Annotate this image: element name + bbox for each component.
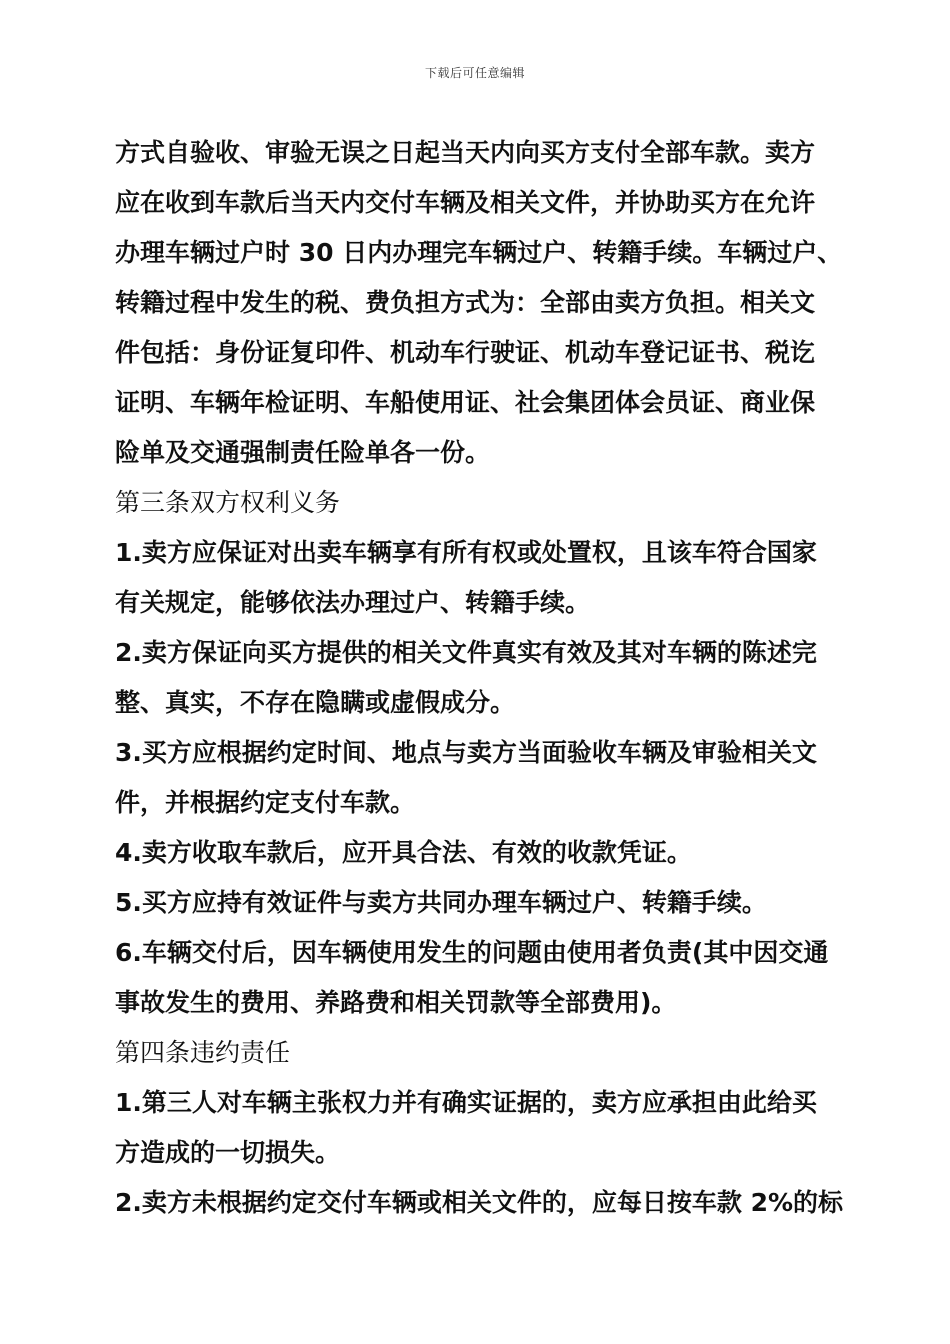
section-heading: 第四条违约责任: [115, 1038, 291, 1067]
clause-line: 5.买方应持有效证件与卖方共同办理车辆过户、转籍手续。: [115, 888, 767, 917]
clause-line: 1.卖方应保证对出卖车辆享有所有权或处置权，且该车符合国家: [115, 538, 817, 567]
document-body: [115, 128, 845, 1228]
clause-line: 4.卖方收取车款后，应开具合法、有效的收款凭证。: [115, 838, 692, 867]
clause-line: 6.车辆交付后，因车辆使用发生的问题由使用者负责(其中因交通: [115, 938, 829, 967]
paragraph-line: 证明、车辆年检证明、车船使用证、社会集团体会员证、商业保: [115, 388, 816, 417]
clause-line: 件，并根据约定支付车款。: [115, 788, 416, 817]
paragraph-line: 件包括：身份证复印件、机动车行驶证、机动车登记证书、税讫: [115, 338, 816, 367]
clause-line: 1.第三人对车辆主张权力并有确实证据的，卖方应承担由此给买: [115, 1088, 817, 1117]
paragraph-line: 应在收到车款后当天内交付车辆及相关文件，并协助买方在允许: [115, 188, 816, 217]
clause-line: 事故发生的费用、养路费和相关罚款等全部费用)。: [115, 988, 677, 1017]
clause-line: 整、真实，不存在隐瞒或虚假成分。: [115, 688, 516, 717]
header-note: 下载后可任意编辑: [424, 66, 525, 80]
paragraph-line: 险单及交通强制责任险单各一份。: [115, 438, 491, 467]
section-heading: 第三条双方权利义务: [115, 488, 341, 517]
clause-line: 有关规定，能够依法办理过户、转籍手续。: [115, 588, 591, 617]
clause-line: 2.卖方保证向买方提供的相关文件真实有效及其对车辆的陈述完: [115, 638, 817, 667]
paragraph-line: 办理车辆过户时 30 日内办理完车辆过户、转籍手续。车辆过户、: [115, 238, 843, 267]
clause-line: 3.买方应根据约定时间、地点与卖方当面验收车辆及审验相关文: [115, 738, 817, 767]
clause-line: 2.卖方未根据约定交付车辆或相关文件的，应每日按车款 2%的标: [115, 1188, 844, 1217]
clause-line: 方造成的一切损失。: [115, 1138, 341, 1167]
paragraph-line: 方式自验收、审验无误之日起当天内向买方支付全部车款。卖方: [115, 138, 816, 167]
paragraph-line: 转籍过程中发生的税、费负担方式为：全部由卖方负担。相关文: [115, 288, 816, 317]
